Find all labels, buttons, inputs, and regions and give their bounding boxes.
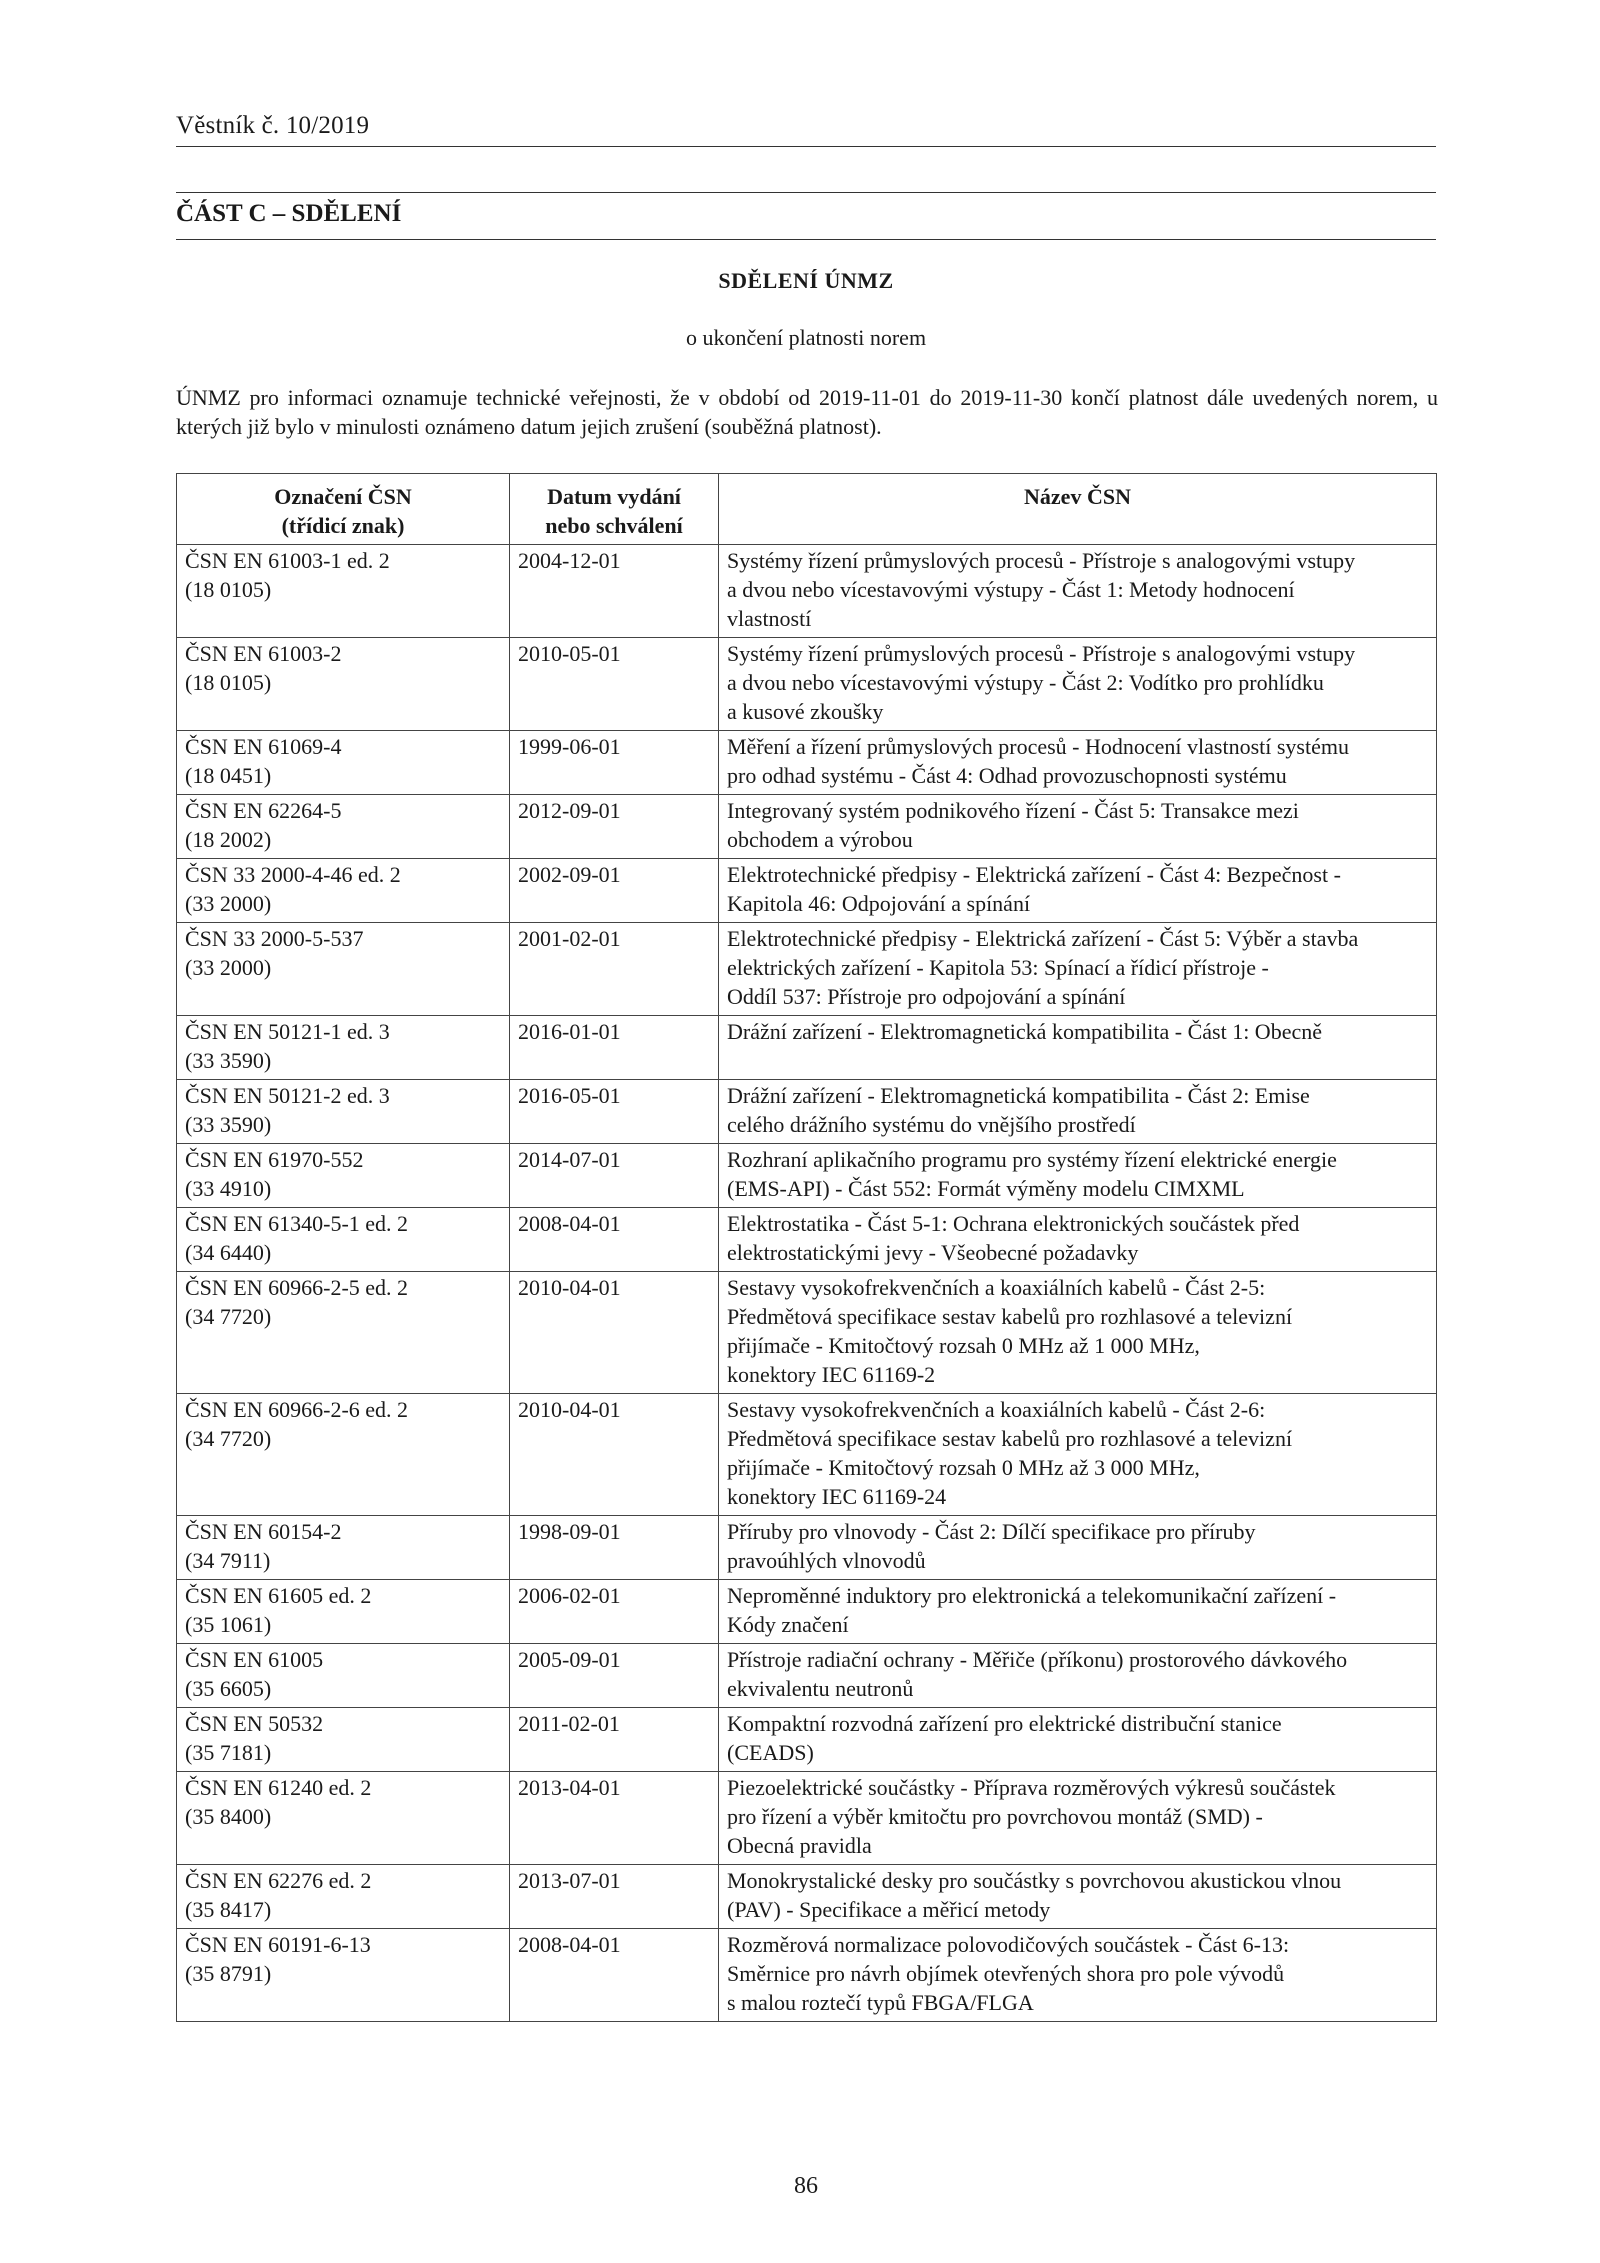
cell-code bbox=[177, 1394, 510, 1516]
cell-code bbox=[177, 1708, 510, 1772]
table-row bbox=[177, 923, 1437, 1016]
cell-date: 2013-07-01 bbox=[510, 1865, 719, 1929]
code-line: (34 7720) bbox=[185, 1426, 272, 1451]
cell-title bbox=[719, 1394, 1437, 1516]
code-line: ČSN EN 61005 bbox=[185, 1647, 324, 1672]
document-subtitle: o ukončení platnosti norem bbox=[685, 325, 927, 350]
code-line: (18 2002) bbox=[185, 827, 272, 852]
title-line: přijímače - Kmitočtový rozsah 0 MHz až 1 000 MHz, bbox=[727, 1333, 1200, 1358]
title-line: (CEADS) bbox=[727, 1740, 814, 1765]
table-row bbox=[177, 1865, 1437, 1929]
title-line: Drážní zařízení - Elektromagnetická kompatibilita - Část 1: Obecně bbox=[727, 1019, 1322, 1044]
cell-code bbox=[177, 1929, 510, 2022]
cell-date: 2008-04-01 bbox=[510, 1208, 719, 1272]
cell-title bbox=[719, 1580, 1437, 1644]
header-date bbox=[510, 474, 719, 545]
table-row bbox=[177, 1016, 1437, 1080]
section-title: ČÁST C – SDĚLENÍ bbox=[176, 200, 402, 227]
code-line: (18 0451) bbox=[185, 763, 272, 788]
table-row bbox=[177, 731, 1437, 795]
cell-code bbox=[177, 731, 510, 795]
cell-code bbox=[177, 638, 510, 731]
cell-date: 2010-05-01 bbox=[510, 638, 719, 731]
title-line: Systémy řízení průmyslových procesů - Přístroje s analogovými vstupy bbox=[727, 548, 1356, 573]
cell-title bbox=[719, 545, 1437, 638]
title-line: a dvou nebo vícestavovými výstupy - Část 1: Metody hodnocení bbox=[727, 577, 1295, 602]
table-row bbox=[177, 1208, 1437, 1272]
header-line: Datum vydání bbox=[547, 484, 681, 509]
table-row bbox=[177, 859, 1437, 923]
code-line: ČSN EN 62276 ed. 2 bbox=[185, 1868, 372, 1893]
table-row bbox=[177, 1772, 1437, 1865]
cell-title bbox=[719, 1644, 1437, 1708]
cell-title bbox=[719, 859, 1437, 923]
header-line: Název ČSN bbox=[1024, 484, 1131, 509]
code-line: ČSN EN 50121-2 ed. 3 bbox=[185, 1083, 390, 1108]
table-row bbox=[177, 638, 1437, 731]
table-row bbox=[177, 1929, 1437, 2022]
cell-date: 2006-02-01 bbox=[510, 1580, 719, 1644]
cell-title bbox=[719, 923, 1437, 1016]
header-title bbox=[719, 474, 1437, 545]
cell-date: 2010-04-01 bbox=[510, 1272, 719, 1394]
title-line: pravoúhlých vlnovodů bbox=[727, 1548, 926, 1573]
code-line: (33 2000) bbox=[185, 891, 272, 916]
title-line: Rozhraní aplikačního programu pro systémy řízení elektrické energie bbox=[727, 1147, 1337, 1172]
title-line: (PAV) - Specifikace a měřicí metody bbox=[727, 1897, 1051, 1922]
code-line: ČSN 33 2000-4-46 ed. 2 bbox=[185, 862, 401, 887]
cell-code bbox=[177, 545, 510, 638]
cell-code bbox=[177, 1144, 510, 1208]
cell-code bbox=[177, 1016, 510, 1080]
title-line: přijímače - Kmitočtový rozsah 0 MHz až 3 000 MHz, bbox=[727, 1455, 1200, 1480]
cell-date: 2001-02-01 bbox=[510, 923, 719, 1016]
title-line: a kusové zkoušky bbox=[727, 699, 884, 724]
code-line: (35 8400) bbox=[185, 1804, 272, 1829]
code-line: (34 7911) bbox=[185, 1548, 271, 1573]
code-line: ČSN EN 60154-2 bbox=[185, 1519, 342, 1544]
header-rule bbox=[176, 146, 1436, 147]
table-row bbox=[177, 1644, 1437, 1708]
section-bottom-rule bbox=[176, 239, 1436, 240]
cell-date: 1999-06-01 bbox=[510, 731, 719, 795]
header-code bbox=[177, 474, 510, 545]
header-line: (třídicí znak) bbox=[281, 513, 405, 538]
code-line: (34 6440) bbox=[185, 1240, 272, 1265]
cell-code bbox=[177, 1516, 510, 1580]
cell-title bbox=[719, 795, 1437, 859]
title-line: Předmětová specifikace sestav kabelů pro rozhlasové a televizní bbox=[727, 1304, 1293, 1329]
cell-title bbox=[719, 1772, 1437, 1865]
code-line: ČSN EN 61340-5-1 ed. 2 bbox=[185, 1211, 409, 1236]
cell-date: 2011-02-01 bbox=[510, 1708, 719, 1772]
title-line: Obecná pravidla bbox=[727, 1833, 872, 1858]
title-line: Elektrotechnické předpisy - Elektrická zařízení - Část 4: Bezpečnost - bbox=[727, 862, 1341, 887]
title-line: Drážní zařízení - Elektromagnetická kompatibilita - Část 2: Emise bbox=[727, 1083, 1310, 1108]
cell-code bbox=[177, 1580, 510, 1644]
title-line: Směrnice pro návrh objímek otevřených shora pro pole vývodů bbox=[727, 1961, 1285, 1986]
title-line: elektrických zařízení - Kapitola 53: Spínací a řídicí přístroje - bbox=[727, 955, 1269, 980]
page-number: 86 bbox=[794, 2173, 818, 2199]
title-line: Přístroje radiační ochrany - Měřiče (příkonu) prostorového dávkového bbox=[727, 1647, 1348, 1672]
title-line: elektrostatickými jevy - Všeobecné požadavky bbox=[727, 1240, 1139, 1265]
running-header: Věstník č. 10/2019 bbox=[176, 112, 370, 139]
title-line: konektory IEC 61169-2 bbox=[727, 1362, 936, 1387]
code-line: (33 4910) bbox=[185, 1176, 272, 1201]
cell-date: 2010-04-01 bbox=[510, 1394, 719, 1516]
title-line: s malou roztečí typů FBGA/FLGA bbox=[727, 1990, 1034, 2015]
code-line: (35 7181) bbox=[185, 1740, 272, 1765]
intro-paragraph: ÚNMZ pro informaci oznamuje technické veřejnosti, že v období od 2019-11-01 do 2019-11-30 končí platnost dále uvedených norem, u kterých již bylo v minulosti oznámeno datum jejich zrušení (souběžná platnost). bbox=[176, 385, 1438, 439]
code-line: (18 0105) bbox=[185, 577, 272, 602]
title-line: konektory IEC 61169-24 bbox=[727, 1484, 947, 1509]
title-line: obchodem a výrobou bbox=[727, 827, 913, 852]
cell-date: 2004-12-01 bbox=[510, 545, 719, 638]
document-title: SDĚLENÍ ÚNMZ bbox=[718, 268, 894, 293]
code-line: (18 0105) bbox=[185, 670, 272, 695]
title-line: vlastností bbox=[727, 606, 812, 631]
code-line: ČSN EN 61240 ed. 2 bbox=[185, 1775, 372, 1800]
title-line: Příruby pro vlnovody - Část 2: Dílčí specifikace pro příruby bbox=[727, 1519, 1256, 1544]
code-line: ČSN EN 60966-2-5 ed. 2 bbox=[185, 1275, 409, 1300]
cell-title bbox=[719, 1516, 1437, 1580]
cell-code bbox=[177, 1772, 510, 1865]
title-line: Rozměrová normalizace polovodičových součástek - Část 6-13: bbox=[727, 1932, 1290, 1957]
code-line: (35 8417) bbox=[185, 1897, 272, 1922]
title-line: Měření a řízení průmyslových procesů - Hodnocení vlastností systému bbox=[727, 734, 1349, 759]
code-line: ČSN EN 61605 ed. 2 bbox=[185, 1583, 372, 1608]
cell-title bbox=[719, 1272, 1437, 1394]
table-row bbox=[177, 1580, 1437, 1644]
cell-title bbox=[719, 1080, 1437, 1144]
code-line: ČSN EN 62264-5 bbox=[185, 798, 342, 823]
title-line: Kódy značení bbox=[727, 1612, 849, 1637]
code-line: ČSN EN 61069-4 bbox=[185, 734, 342, 759]
cell-date: 2008-04-01 bbox=[510, 1929, 719, 2022]
code-line: (33 2000) bbox=[185, 955, 272, 980]
code-line: ČSN EN 60191-6-13 bbox=[185, 1932, 371, 1957]
title-line: Monokrystalické desky pro součástky s povrchovou akustickou vlnou bbox=[727, 1868, 1342, 1893]
cell-date: 2016-01-01 bbox=[510, 1016, 719, 1080]
title-line: ekvivalentu neutronů bbox=[727, 1676, 914, 1701]
cell-date: 2016-05-01 bbox=[510, 1080, 719, 1144]
table-row bbox=[177, 1080, 1437, 1144]
cell-title bbox=[719, 1016, 1437, 1080]
cell-date: 2013-04-01 bbox=[510, 1772, 719, 1865]
cell-code bbox=[177, 1208, 510, 1272]
title-line: Předmětová specifikace sestav kabelů pro rozhlasové a televizní bbox=[727, 1426, 1293, 1451]
cell-date: 2005-09-01 bbox=[510, 1644, 719, 1708]
code-line: (34 7720) bbox=[185, 1304, 272, 1329]
table-body bbox=[177, 545, 1437, 2022]
code-line: ČSN EN 61970-552 bbox=[185, 1147, 364, 1172]
code-line: ČSN EN 61003-1 ed. 2 bbox=[185, 548, 390, 573]
table-row bbox=[177, 1272, 1437, 1394]
section-top-rule bbox=[176, 192, 1436, 193]
cell-title bbox=[719, 1929, 1437, 2022]
cell-code bbox=[177, 1272, 510, 1394]
title-line: a dvou nebo vícestavovými výstupy - Část 2: Vodítko pro prohlídku bbox=[727, 670, 1324, 695]
title-line: Kompaktní rozvodná zařízení pro elektrické distribuční stanice bbox=[727, 1711, 1282, 1736]
code-line: ČSN EN 50532 bbox=[185, 1711, 324, 1736]
title-line: Systémy řízení průmyslových procesů - Přístroje s analogovými vstupy bbox=[727, 641, 1356, 666]
code-line: (35 6605) bbox=[185, 1676, 272, 1701]
cell-code bbox=[177, 1080, 510, 1144]
title-line: pro odhad systému - Část 4: Odhad provozuschopnosti systému bbox=[727, 763, 1287, 788]
code-line: ČSN EN 50121-1 ed. 3 bbox=[185, 1019, 390, 1044]
cell-code bbox=[177, 859, 510, 923]
cell-code bbox=[177, 923, 510, 1016]
table-row bbox=[177, 795, 1437, 859]
title-line: pro řízení a výběr kmitočtu pro povrchovou montáž (SMD) - bbox=[727, 1804, 1263, 1829]
code-line: ČSN EN 60966-2-6 ed. 2 bbox=[185, 1397, 409, 1422]
title-line: Elektrostatika - Část 5-1: Ochrana elektronických součástek před bbox=[727, 1211, 1300, 1236]
table-row bbox=[177, 545, 1437, 638]
table-header-row bbox=[177, 474, 1437, 545]
cell-date: 2002-09-01 bbox=[510, 859, 719, 923]
norms-table bbox=[176, 473, 1437, 2022]
cell-code bbox=[177, 795, 510, 859]
header-line: nebo schválení bbox=[545, 513, 683, 538]
cell-title bbox=[719, 731, 1437, 795]
code-line: ČSN 33 2000-5-537 bbox=[185, 926, 364, 951]
title-line: Oddíl 537: Přístroje pro odpojování a spínání bbox=[727, 984, 1126, 1009]
header-line: Označení ČSN bbox=[274, 484, 412, 509]
cell-title bbox=[719, 1144, 1437, 1208]
cell-title bbox=[719, 638, 1437, 731]
title-line: Piezoelektrické součástky - Příprava rozměrových výkresů součástek bbox=[727, 1775, 1336, 1800]
title-line: Kapitola 46: Odpojování a spínání bbox=[727, 891, 1031, 916]
table-row bbox=[177, 1144, 1437, 1208]
code-line: (33 3590) bbox=[185, 1048, 272, 1073]
cell-title bbox=[719, 1708, 1437, 1772]
table-row bbox=[177, 1516, 1437, 1580]
cell-title bbox=[719, 1208, 1437, 1272]
table-row bbox=[177, 1708, 1437, 1772]
title-line: celého drážního systému do vnějšího prostředí bbox=[727, 1112, 1136, 1137]
cell-title bbox=[719, 1865, 1437, 1929]
title-line: Integrovaný systém podnikového řízení - Část 5: Transakce mezi bbox=[727, 798, 1299, 823]
cell-date: 2014-07-01 bbox=[510, 1144, 719, 1208]
cell-date: 2012-09-01 bbox=[510, 795, 719, 859]
title-line: Elektrotechnické předpisy - Elektrická zařízení - Část 5: Výběr a stavba bbox=[727, 926, 1359, 951]
cell-code bbox=[177, 1644, 510, 1708]
title-line: Neproměnné induktory pro elektronická a telekomunikační zařízení - bbox=[727, 1583, 1337, 1608]
code-line: (33 3590) bbox=[185, 1112, 272, 1137]
title-line: Sestavy vysokofrekvenčních a koaxiálních kabelů - Část 2-6: bbox=[727, 1397, 1266, 1422]
code-line: (35 1061) bbox=[185, 1612, 272, 1637]
code-line: ČSN EN 61003-2 bbox=[185, 641, 342, 666]
code-line: (35 8791) bbox=[185, 1961, 272, 1986]
title-line: Sestavy vysokofrekvenčních a koaxiálních kabelů - Část 2-5: bbox=[727, 1275, 1266, 1300]
cell-code bbox=[177, 1865, 510, 1929]
cell-date: 1998-09-01 bbox=[510, 1516, 719, 1580]
table-row bbox=[177, 1394, 1437, 1516]
title-line: (EMS-API) - Část 552: Formát výměny modelu CIMXML bbox=[727, 1176, 1245, 1201]
